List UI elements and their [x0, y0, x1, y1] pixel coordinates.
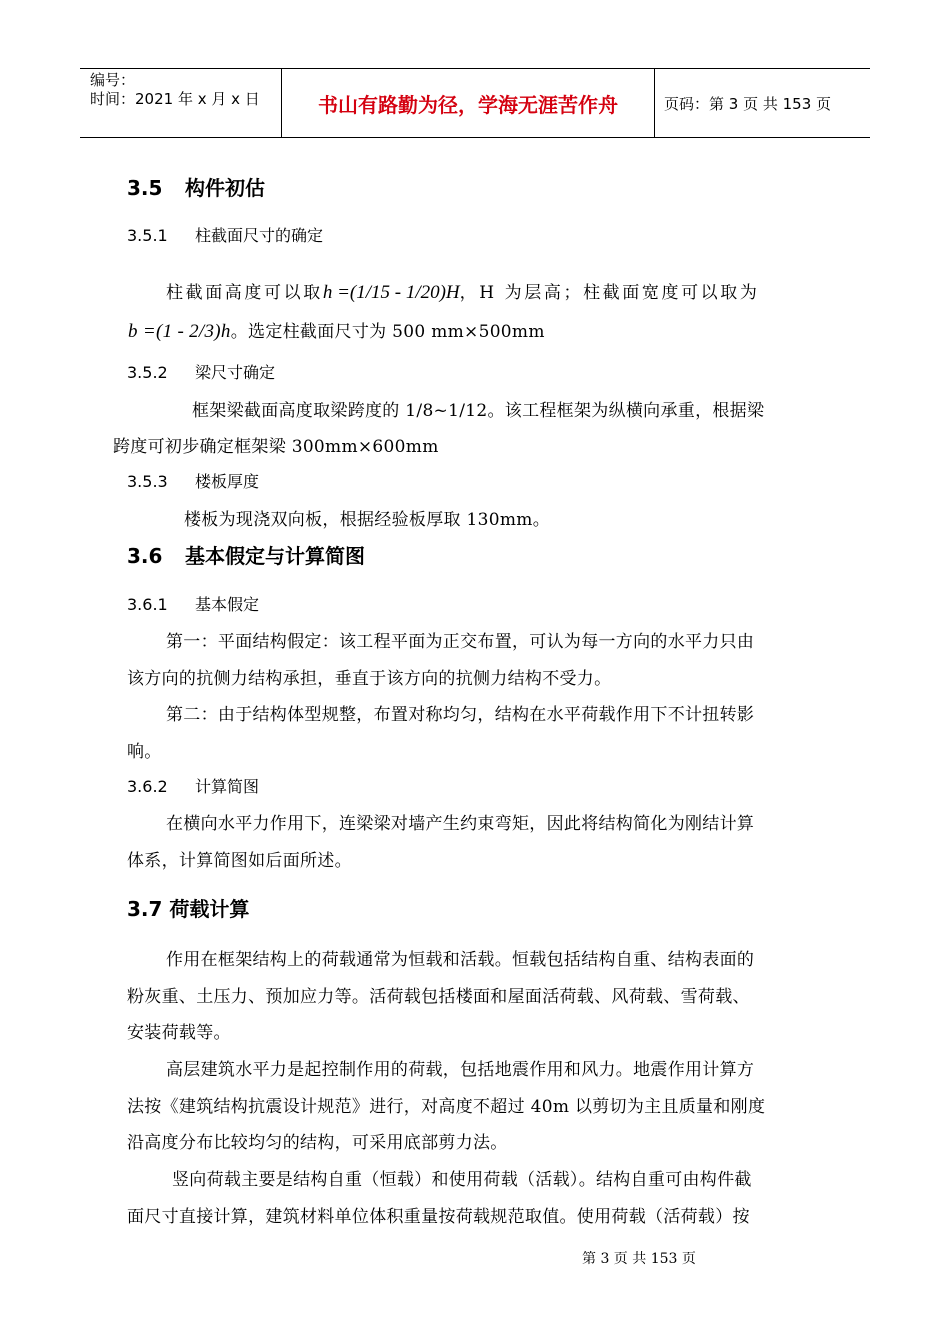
- heading-3-6: [127, 540, 365, 569]
- page-header: [80, 68, 870, 138]
- heading-3-5-1: [127, 223, 323, 246]
- heading-3-5: [127, 172, 265, 201]
- paragraph-beam-1: 框架梁截面高度取梁跨度的 1/8~1/12。该工程框架为纵横向承重，根据梁: [192, 401, 765, 421]
- heading-3-6-1: [127, 592, 259, 615]
- paragraph-column-height: [166, 278, 760, 304]
- paragraph-column-width: [128, 317, 545, 343]
- heading-3-5-3: [127, 469, 259, 492]
- paragraph-assumption-2a: 第二：由于结构体型规整，布置对称均匀，结构在水平荷载作用下不计扭转影: [166, 705, 755, 725]
- heading-3-7: 3.7 荷载计算: [127, 897, 250, 921]
- header-motto: 书山有路勤为径，学海无涯苦作舟: [282, 69, 655, 137]
- header-page-info: 页码：第 3 页 共 153 页: [664, 94, 832, 113]
- heading-number: 3.6.2: [127, 777, 168, 796]
- heading-title: 基本假定: [195, 595, 260, 614]
- heading-title: 柱截面尺寸的确定: [195, 226, 324, 245]
- paragraph-slab: 楼板为现浇双向板，根据经验板厚取 130mm。: [184, 510, 550, 530]
- paragraph-load-8: 面尺寸直接计算，建筑材料单位体积重量按荷载规范取值。使用荷载（活荷载）按: [127, 1207, 750, 1227]
- heading-number: 3.5.3: [127, 472, 168, 491]
- paragraph-assumption-1a: 第一：平面结构假定：该工程平面为正交布置，可认为每一方向的水平力只由: [166, 632, 755, 652]
- formula-b: b =(1 - 2/3)h: [128, 321, 231, 342]
- paragraph-load-7: 竖向荷载主要是结构自重（恒载）和使用荷载（活载）。结构自重可由构件截: [172, 1170, 752, 1190]
- heading-3-5-2: [127, 360, 275, 383]
- heading-title: 梁尺寸确定: [195, 363, 276, 382]
- heading-number: 3.6: [127, 544, 163, 568]
- paragraph-beam-2: 跨度可初步确定框架梁 300mm×600mm: [113, 437, 439, 457]
- text-run: ，H 为层高；柱截面宽度可以取为: [459, 283, 760, 303]
- heading-title: 计算简图: [195, 777, 260, 796]
- heading-title: 基本假定与计算简图: [185, 544, 365, 568]
- paragraph-load-5: 法按《建筑结构抗震设计规范》进行，对高度不超过 40m 以剪切为主且质量和刚度: [127, 1097, 766, 1117]
- text-run: 。选定柱截面尺寸为 500 mm×500mm: [230, 322, 545, 342]
- paragraph-assumption-1b: 该方向的抗侧力结构承担，垂直于该方向的抗侧力结构不受力。: [127, 669, 612, 689]
- paragraph-load-1: 作用在框架结构上的荷载通常为恒载和活载。恒载包括结构自重、结构表面的: [166, 950, 755, 970]
- heading-title: 楼板厚度: [195, 472, 260, 491]
- heading-number: 3.5: [127, 176, 163, 200]
- paragraph-load-2: 粉灰重、土压力、预加应力等。活荷载包括楼面和屋面活荷载、风荷载、雪荷载、: [127, 987, 750, 1007]
- paragraph-load-6: 沿高度分布比较均匀的结构，可采用底部剪力法。: [127, 1133, 508, 1153]
- heading-3-6-2: [127, 774, 259, 797]
- text-run: 柱截面高度可以取: [166, 283, 323, 303]
- header-number: 编号：: [90, 71, 136, 89]
- header-date: 时间：2021 年 x 月 x 日: [90, 90, 260, 108]
- heading-number: 3.5.1: [127, 226, 168, 245]
- paragraph-assumption-2b: 响。: [127, 742, 162, 762]
- heading-number: 3.5.2: [127, 363, 168, 382]
- paragraph-load-4: 高层建筑水平力是起控制作用的荷载，包括地震作用和风力。地震作用计算方: [166, 1060, 755, 1080]
- paragraph-load-3: 安装荷载等。: [127, 1023, 231, 1043]
- paragraph-diagram-2: 体系，计算简图如后面所述。: [127, 851, 352, 871]
- formula-h: h =(1/15 - 1/20)H: [322, 282, 460, 303]
- page-footer: 第 3 页 共 153 页: [582, 1251, 696, 1267]
- heading-title: 构件初估: [185, 176, 265, 200]
- paragraph-diagram-1: 在横向水平力作用下，连梁梁对墙产生约束弯矩，因此将结构简化为刚结计算: [166, 814, 755, 834]
- heading-number: 3.6.1: [127, 595, 168, 614]
- header-meta: [80, 69, 282, 137]
